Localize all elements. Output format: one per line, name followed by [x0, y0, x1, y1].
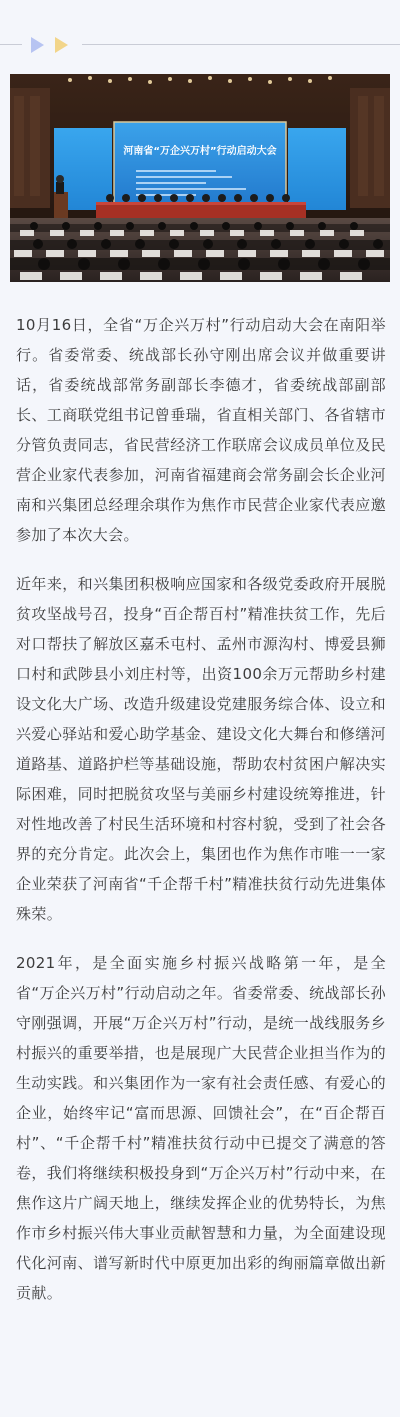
screen-banner-title: 河南省“万企兴万村”行动启动大会: [123, 146, 277, 157]
divider-line-right: [82, 44, 400, 45]
paragraph-1: 10月16日，全省“万企兴万村”行动启动大会在南阳举行。省委常委、统战部长孙守刚出席会议并做重要讲话，省委统战部常务副部长李德才，省委统战部副部长、工商联党组书记曾垂瑞，省直相关部门、各省辖市分管负责同志，省民营经济工作联席会议成员单位及民营企业家代表参加，河南省福建商会常务副会长企业河南和兴集团总经理余琪作为焦作市民营企业家代表应邀参加了本次大会。: [16, 316, 386, 544]
paragraph-3: 2021年，是全面实施乡村振兴战略第一年，是全省“万企兴万村”行动启动之年。省委常委、统战部长孙守刚强调，开展“万企兴万村”行动，是统一战线服务乡村振兴的重要举措，也是展现广大民营企业担当作为的生动实践。和兴集团作为一家有社会责任感、有爱心的企业，始终牢记“富而思源、回馈社会”，在“百企帮百村”、“千企帮千村”精准扶贫行动中已提交了满意的答卷，我们将继续积极投身到“万企兴万村”行动中来，在焦作这片广阔天地上，继续发挥企业的优势特长，为焦作市乡村振兴伟大事业贡献智慧和力量，为全面建设现代化河南、谱写新时代中原更加出彩的绚丽篇章做出新贡献。: [16, 954, 386, 1302]
triangle-yellow-icon: [55, 37, 68, 53]
section-divider: [0, 34, 400, 56]
triangle-blue-icon: [31, 37, 44, 53]
divider-line-left: [0, 44, 22, 45]
article-body: [16, 310, 386, 1327]
paragraph-2: 近年来，和兴集团积极响应国家和各级党委政府开展脱贫攻坚战号召，投身“百企帮百村”精准扶贫工作，先后对口帮扶了解放区嘉禾屯村、孟州市源沟村、博爱县狮口村和武陟县小刘庄村等，出资100余万元帮助乡村建设文化大广场、改造升级建设党建服务综合体、设立和兴爱心驿站和爱心助学基金、建设文化大舞台和修缮河道路基、道路护栏等基础设施，帮助农村贫困户解决实际困难，同时把脱贫攻坚与美丽乡村建设统筹推进，针对性地改善了村民生活环境和村容村貌，受到了社会各界的充分肯定。此次会上，集团也作为焦作市唯一一家企业荣获了河南省“千企帮千村”精准扶贫行动先进集体殊荣。: [16, 575, 386, 923]
conference-photo: [10, 74, 390, 282]
